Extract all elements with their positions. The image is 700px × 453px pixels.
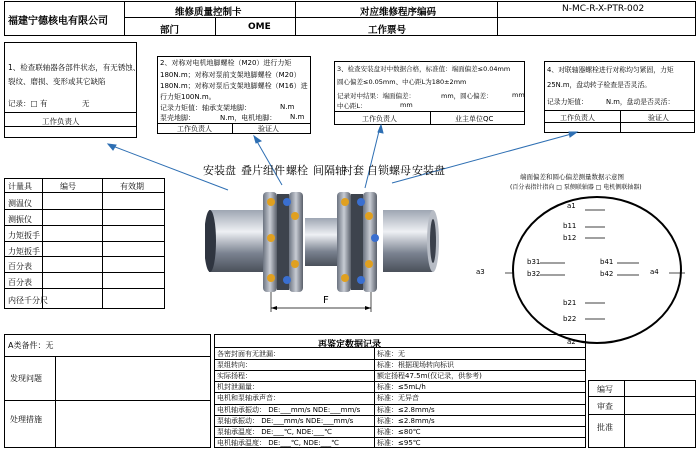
- tools-row-7: 内径千分尺: [8, 296, 48, 305]
- step3-line4b: mm: [400, 101, 413, 109]
- step2-line1: 2、对称对电机地脚螺栓（M20）进行力矩: [160, 59, 292, 67]
- step1-record: 记录：□ 有: [8, 99, 48, 108]
- point-a3: a3: [476, 268, 485, 276]
- step2-line3: 180N.m；对称对泵后支架地脚螺栓（M16）进: [160, 82, 308, 90]
- step3-line2: 圆心偏差≤0.05mm、中心距L为180±2mm: [337, 78, 467, 86]
- record-standard: 标准：≤2.8mm/s: [377, 417, 435, 425]
- step3-line3c: mm: [512, 91, 525, 99]
- record-standard: 标准：≤5mL/h: [377, 383, 426, 391]
- tools-row-1: 测温仪: [8, 199, 32, 208]
- step4-rec2: N.m，盘动是否灵活：: [606, 98, 675, 106]
- step3-line3: 记录对中结果：端面偏差：: [337, 92, 415, 100]
- record-standard: 标准：≤80℃: [377, 428, 421, 436]
- step2-line4: 行力矩100N.m。: [160, 93, 216, 101]
- record-item: 机封泄漏量：: [217, 383, 259, 391]
- record-item: 泵轴承振动： DE:___mm/s NDE:___mm/s: [217, 417, 354, 425]
- label-mounting-disc-left: 安装盘: [203, 164, 236, 177]
- ticket-label: 工作票号: [368, 25, 407, 36]
- step2-rec1: 记录力矩值：轴承支架地脚：: [160, 104, 251, 112]
- step3-line3b: mm，圆心偏差：: [441, 92, 493, 100]
- label-lamination-pack: 叠片组件: [241, 164, 285, 177]
- tools-header-instrument: 计量具: [8, 182, 32, 191]
- point-b12: b12: [563, 234, 577, 242]
- step2-line2: 180N.m；对称对泵前支架地脚螺栓（M20）: [160, 71, 301, 79]
- point-b21: b21: [563, 299, 577, 307]
- point-b22: b22: [563, 315, 577, 323]
- records-title: 再鉴定数据记录: [318, 340, 382, 350]
- record-standard: 标准：无: [377, 350, 405, 358]
- step1-none: 无: [82, 99, 90, 108]
- point-a4: a4: [650, 268, 659, 276]
- step2-rec2: 泵壳地脚：: [160, 114, 195, 122]
- label-bushing: 衬套: [342, 164, 364, 177]
- label-spacer-shaft: 间隔轴: [313, 164, 346, 177]
- action-label: 处理措施: [10, 415, 42, 424]
- record-item: 实际扬程：: [217, 372, 252, 380]
- step3-line1: 3、检查安装盘对中数据合格，标准值：端面偏差≤0.04mm: [337, 65, 511, 73]
- step4-line2: 25N.m，盘动转子检查是否灵活。: [547, 81, 652, 89]
- step2-unit-1: N.m: [280, 103, 295, 111]
- point-a1: a1: [567, 202, 576, 210]
- record-item: 电机轴承振动： DE:___mm/s NDE:___mm/s: [217, 406, 361, 414]
- tools-row-5: 百分表: [8, 262, 32, 271]
- tools-row-6: 百分表: [8, 278, 32, 287]
- record-standard: 标准：无异音: [377, 394, 419, 402]
- step1-text-line2: 裂纹、磨损、变形或其它缺陷: [8, 77, 106, 86]
- step4-line1: 4、对联轴器螺栓进行对称均匀紧固，力矩: [547, 66, 674, 74]
- point-b42: b42: [600, 270, 614, 278]
- dept-value: OME: [248, 22, 271, 32]
- tools-header-expiry: 有效期: [120, 182, 144, 191]
- left-info-box: [4, 334, 211, 448]
- circle-legend: (百分表指针指向 □ 泵侧联轴器 □ 电机侧联轴器): [510, 184, 642, 191]
- point-b32: b32: [527, 270, 541, 278]
- step3-sign2: 业主单位QC: [455, 115, 494, 123]
- step3-sign1: 工作负责人: [362, 115, 397, 123]
- step4-sign1: 工作负责人: [560, 114, 595, 122]
- dept-label: 部门: [160, 25, 180, 36]
- step1-text-line1: 1、检查联轴器各部件状态，有无锈蚀、: [8, 63, 141, 72]
- tools-row-4: 力矩扳手: [8, 247, 40, 256]
- point-b11: b11: [563, 222, 577, 230]
- step3-line4: 中心距L：: [337, 102, 367, 110]
- step2-sign1: 工作负责人: [177, 125, 212, 133]
- circle-title: 端面偏差和圆心偏差测量数据示意图: [520, 173, 624, 181]
- step2-unit-2: N.m: [290, 113, 305, 121]
- step4-rec: 记录力矩值：: [547, 98, 588, 106]
- record-standard: 标准：≤2.8mm/s: [377, 406, 435, 414]
- tools-row-3: 力矩扳手: [8, 231, 40, 240]
- label-lock-nut: 自锁螺母: [367, 164, 411, 177]
- issue-label: 发现问题: [10, 374, 42, 383]
- dimension-f-label: F: [323, 295, 329, 306]
- card-title: 维修质量控制卡: [175, 7, 242, 18]
- record-item: 电机轴承温度： DE:___℃, NDE:___℃: [217, 439, 339, 447]
- approval-approve: 批准: [597, 423, 613, 432]
- record-item: 泵组转向：: [217, 361, 252, 369]
- step2-rec3: N.m，电机地脚：: [220, 114, 277, 122]
- tools-header-number: 编号: [60, 182, 76, 191]
- approval-review: 审查: [597, 402, 613, 411]
- procedure-label: 对应维修程序编码: [360, 7, 437, 18]
- record-item: 电机和泵轴承声音：: [217, 394, 280, 402]
- label-bolt: 螺栓: [286, 164, 308, 177]
- point-a2: a2: [567, 338, 576, 346]
- label-mounting-disc-right: 安装盘: [412, 164, 445, 177]
- record-item: 泵轴承温度： DE:___℃, NDE:___℃: [217, 428, 332, 436]
- procedure-code: N-MC-R-X-PTR-002: [562, 4, 645, 14]
- step4-sign2: 验证人: [648, 114, 669, 122]
- point-b31: b31: [527, 258, 541, 266]
- step2-sign2: 验证人: [258, 125, 279, 133]
- record-item: 各密封面有无泄漏：: [217, 350, 280, 358]
- record-standard: 标准：根据现场转向标识: [377, 361, 454, 369]
- point-b41: b41: [600, 258, 614, 266]
- step1-sign: 工作负责人: [42, 117, 80, 126]
- record-standard: 标准：≤95℃: [377, 439, 421, 447]
- spare-parts: A类备件：无: [8, 341, 54, 350]
- company-name: 福建宁德核电有限公司: [8, 16, 108, 27]
- approval-write: 编写: [597, 385, 613, 394]
- tools-row-2: 测振仪: [8, 215, 32, 224]
- record-standard: 额定扬程47.5m(仅记录，供参考): [377, 372, 482, 380]
